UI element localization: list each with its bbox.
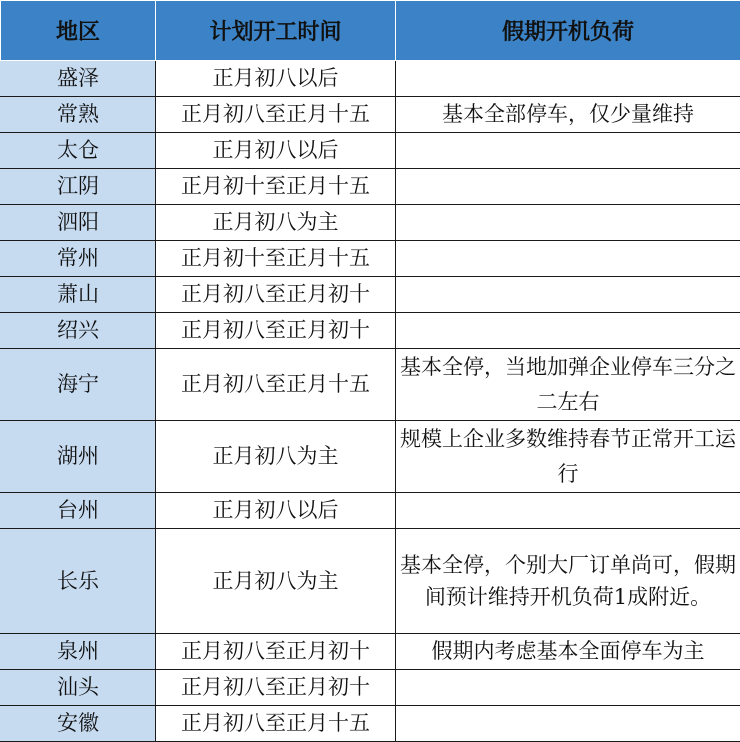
holiday-load-cell	[396, 61, 740, 97]
holiday-load-cell: 基本全停，当地加弹企业停车三分之二左右	[396, 349, 740, 421]
region-cell: 泗阳	[1, 205, 156, 241]
region-cell: 萧山	[1, 277, 156, 313]
table-row	[1, 421, 740, 493]
start-time-cell: 正月初八至正月初十	[156, 670, 396, 706]
table-row	[1, 493, 740, 529]
holiday-load-cell	[396, 241, 740, 277]
start-time-cell: 正月初八以后	[156, 493, 396, 529]
region-cell: 常州	[1, 241, 156, 277]
start-time-cell: 正月初八为主	[156, 421, 396, 493]
table-row	[1, 529, 740, 634]
region-cell: 长乐	[1, 529, 156, 634]
start-time-cell: 正月初十至正月十五	[156, 241, 396, 277]
start-time-cell: 正月初八至正月初十	[156, 634, 396, 670]
table-row	[1, 670, 740, 706]
table-row	[1, 313, 740, 349]
table-row	[1, 61, 740, 97]
region-cell: 汕头	[1, 670, 156, 706]
holiday-load-cell: 假期内考虑基本全面停车为主	[396, 634, 740, 670]
header-region: 地区	[1, 1, 156, 61]
table-row	[1, 634, 740, 670]
region-cell: 台州	[1, 493, 156, 529]
table-row	[1, 277, 740, 313]
start-time-cell: 正月初八以后	[156, 61, 396, 97]
holiday-load-cell: 规模上企业多数维持春节正常开工运行	[396, 421, 740, 493]
region-cell: 泉州	[1, 634, 156, 670]
start-time-cell: 正月初八至正月十五	[156, 97, 396, 133]
table-row	[1, 97, 740, 133]
start-time-cell: 正月初八为主	[156, 205, 396, 241]
holiday-load-cell	[396, 277, 740, 313]
holiday-load-cell	[396, 169, 740, 205]
holiday-load-cell	[396, 133, 740, 169]
region-cell: 海宁	[1, 349, 156, 421]
holiday-load-cell	[396, 706, 740, 742]
table-row	[1, 349, 740, 421]
region-cell: 常熟	[1, 97, 156, 133]
holiday-load-cell: 基本全停，个别大厂订单尚可，假期间预计维持开机负荷1成附近。	[396, 529, 740, 634]
header-row	[1, 1, 740, 61]
start-time-cell: 正月初八至正月十五	[156, 349, 396, 421]
holiday-load-cell	[396, 493, 740, 529]
holiday-load-cell	[396, 670, 740, 706]
region-cell: 江阴	[1, 169, 156, 205]
table-body	[1, 61, 740, 742]
table-row	[1, 169, 740, 205]
start-time-cell: 正月初八至正月十五	[156, 706, 396, 742]
header-holiday-load: 假期开机负荷	[396, 1, 740, 61]
table-row	[1, 205, 740, 241]
region-cell: 安徽	[1, 706, 156, 742]
holiday-load-cell	[396, 313, 740, 349]
start-time-cell: 正月初八至正月初十	[156, 277, 396, 313]
start-time-cell: 正月初八至正月初十	[156, 313, 396, 349]
table-row	[1, 241, 740, 277]
region-cell: 湖州	[1, 421, 156, 493]
table-row	[1, 706, 740, 742]
header-start-time: 计划开工时间	[156, 1, 396, 61]
start-time-cell: 正月初十至正月十五	[156, 169, 396, 205]
region-cell: 太仓	[1, 133, 156, 169]
table-row	[1, 133, 740, 169]
region-cell: 盛泽	[1, 61, 156, 97]
region-cell: 绍兴	[1, 313, 156, 349]
holiday-load-cell	[396, 205, 740, 241]
start-time-cell: 正月初八为主	[156, 529, 396, 634]
holiday-load-cell: 基本全部停车，仅少量维持	[396, 97, 740, 133]
start-time-cell: 正月初八以后	[156, 133, 396, 169]
